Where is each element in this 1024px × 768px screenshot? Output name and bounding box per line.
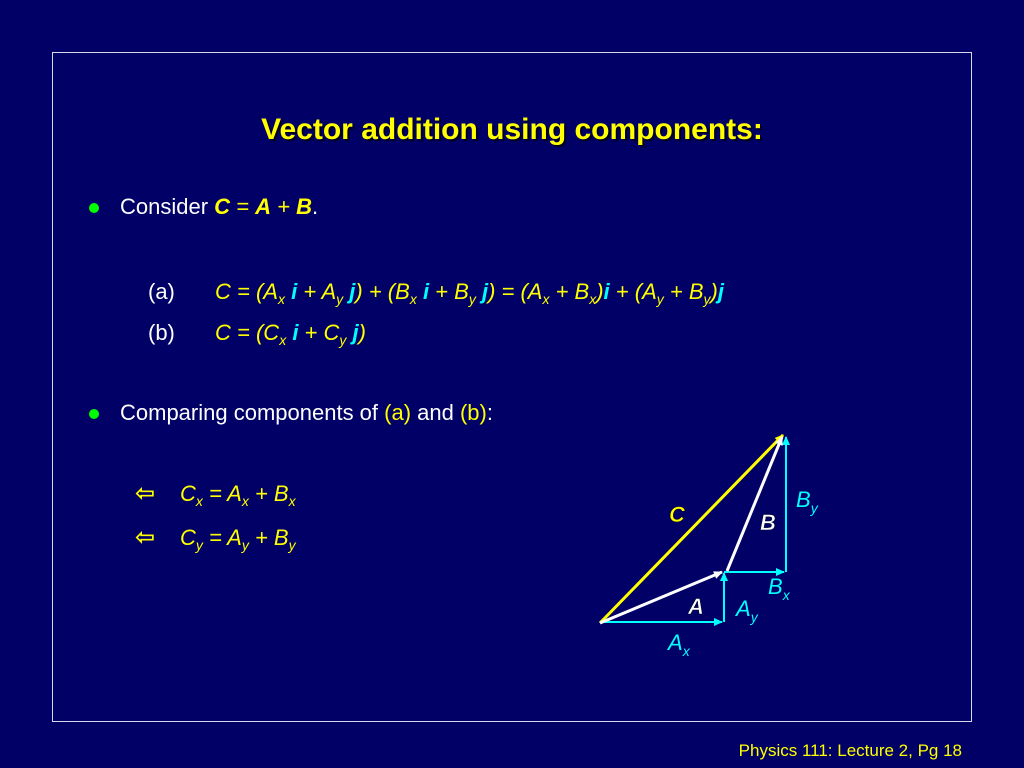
ref-b: (b) [459, 400, 487, 425]
period: . [311, 194, 319, 219]
result-cx: $C_x = A_x + B_x$ [180, 481, 296, 509]
label-bx: $B_x$ [768, 574, 790, 603]
vector-b-arrow [727, 437, 782, 571]
plus-sign: + [271, 194, 297, 219]
slide-footer: Physics 111: Lecture 2, Pg 18 [738, 741, 962, 760]
label-ay: $A_y$ [736, 596, 758, 625]
comparing-text: Comparing components of [120, 400, 385, 425]
label-a: A [688, 594, 704, 619]
equation-a-label: (a) [148, 279, 175, 304]
vector-c: C [214, 194, 231, 219]
label-ax: $A_x$ [668, 630, 690, 659]
and-text: and [411, 400, 460, 425]
label-by: $B_y$ [796, 487, 818, 516]
ref-a: (a) [384, 400, 412, 425]
consider-text: Consider [120, 194, 215, 219]
vector-b: B [296, 194, 312, 219]
left-arrow-icon: ⇦ [135, 524, 156, 551]
equation-b-label: (b) [148, 320, 175, 345]
left-arrow-icon: ⇦ [135, 480, 156, 507]
equation-b: $C = (C_x$ $i + C_y$ j) [215, 320, 366, 348]
equals-sign: = [230, 194, 256, 219]
label-b: B [760, 510, 776, 535]
colon: : [486, 400, 493, 425]
result-cy: $C_y = A_y + B_y$ [180, 525, 296, 553]
label-c: C [669, 502, 685, 527]
slide-title: Vector addition using components: [261, 113, 763, 146]
equation-a: $C = (A_x$ $i + A_y$ $j) + (B_x$ $i + B_y$ $j) = (A_x + B_x)i + (A_y + B_y)j$ [215, 279, 724, 307]
vector-a: A [255, 194, 272, 219]
